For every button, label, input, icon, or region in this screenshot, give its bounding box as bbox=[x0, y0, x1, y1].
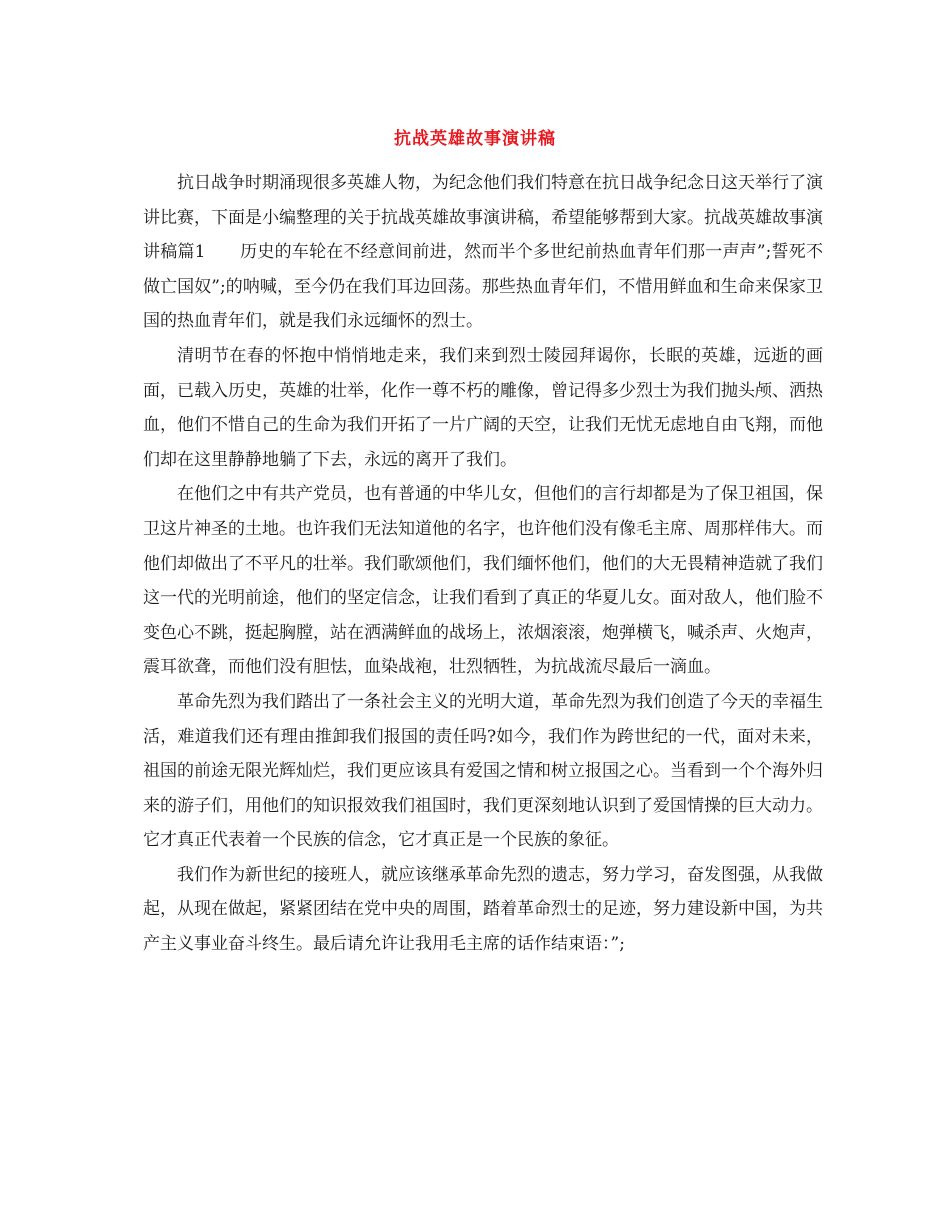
paragraph-1: 抗日战争时期涌现很多英雄人物，为纪念他们我们特意在抗日战争纪念日这天举行了演讲比赛，下面是小编整理的关于抗战英雄故事演讲稿，希望能够帮到大家。抗战英雄故事演讲稿篇1 历史的车轮在不经意间前进，然而半个多世纪前热血青年们那一声声”;誓死不做亡国奴”;的呐喊，至今仍在我们耳边回荡。那些热血青年们，不惜用鲜血和生命来保家卫国的热血青年们，就是我们永远缅怀的烈士。 bbox=[143, 173, 823, 332]
paragraph-2: 清明节在春的怀抱中悄悄地走来，我们来到烈士陵园拜谒你，长眠的英雄，远逝的画面，已载入历史，英雄的壮举，化作一尊不朽的雕像，曾记得多少烈士为我们抛头颅、洒热血，他们不惜自己的生命为我们开拓了一片广阔的天空，让我们无忧无虑地自由飞翔，而他们却在这里静静地躺了下去，永远的离开了我们。 bbox=[143, 345, 823, 470]
document-title: 抗战英雄故事演讲稿 bbox=[394, 129, 556, 149]
paragraph-5: 我们作为新世纪的接班人，就应该继承革命先烈的遗志，努力学习，奋发图强，从我做起，从现在做起，紧紧团结在党中央的周围，踏着革命烈士的足迹，努力建设新中国，为共产主义事业奋斗终生。最后请允许让我用毛主席的话作结束语：”; bbox=[143, 864, 823, 955]
paragraph-3: 在他们之中有共产党员，也有普通的中华儿女，但他们的言行却都是为了保卫祖国，保卫这片神圣的土地。也许我们无法知道他的名字，也许他们没有像毛主席、周那样伟大。而他们却做出了不平凡的壮举。我们歌颂他们，我们缅怀他们，他们的大无畏精神造就了我们这一代的光明前途，他们的坚定信念，让我们看到了真正的华夏儿女。面对敌人，他们脸不变色心不跳，挺起胸膛，站在洒满鲜血的战场上，浓烟滚滚，炮弹横飞，喊杀声、火炮声，震耳欲聋，而他们没有胆怯，血染战袍，壮烈牺牲，为抗战流尽最后一滴血。 bbox=[143, 484, 823, 678]
document-body bbox=[143, 166, 823, 962]
paragraph-4: 革命先烈为我们踏出了一条社会主义的光明大道，革命先烈为我们创造了今天的幸福生活，难道我们还有理由推卸我们报国的责任吗?如今，我们作为跨世纪的一代，面对未来，祖国的前途无限光辉灿烂，我们更应该具有爱国之情和树立报国之心。当看到一个个海外归来的游子们，用他们的知识报效我们祖国时，我们更深刻地认识到了爱国情操的巨大动力。它才真正代表着一个民族的信念，它才真正是一个民族的象征。 bbox=[143, 691, 823, 851]
